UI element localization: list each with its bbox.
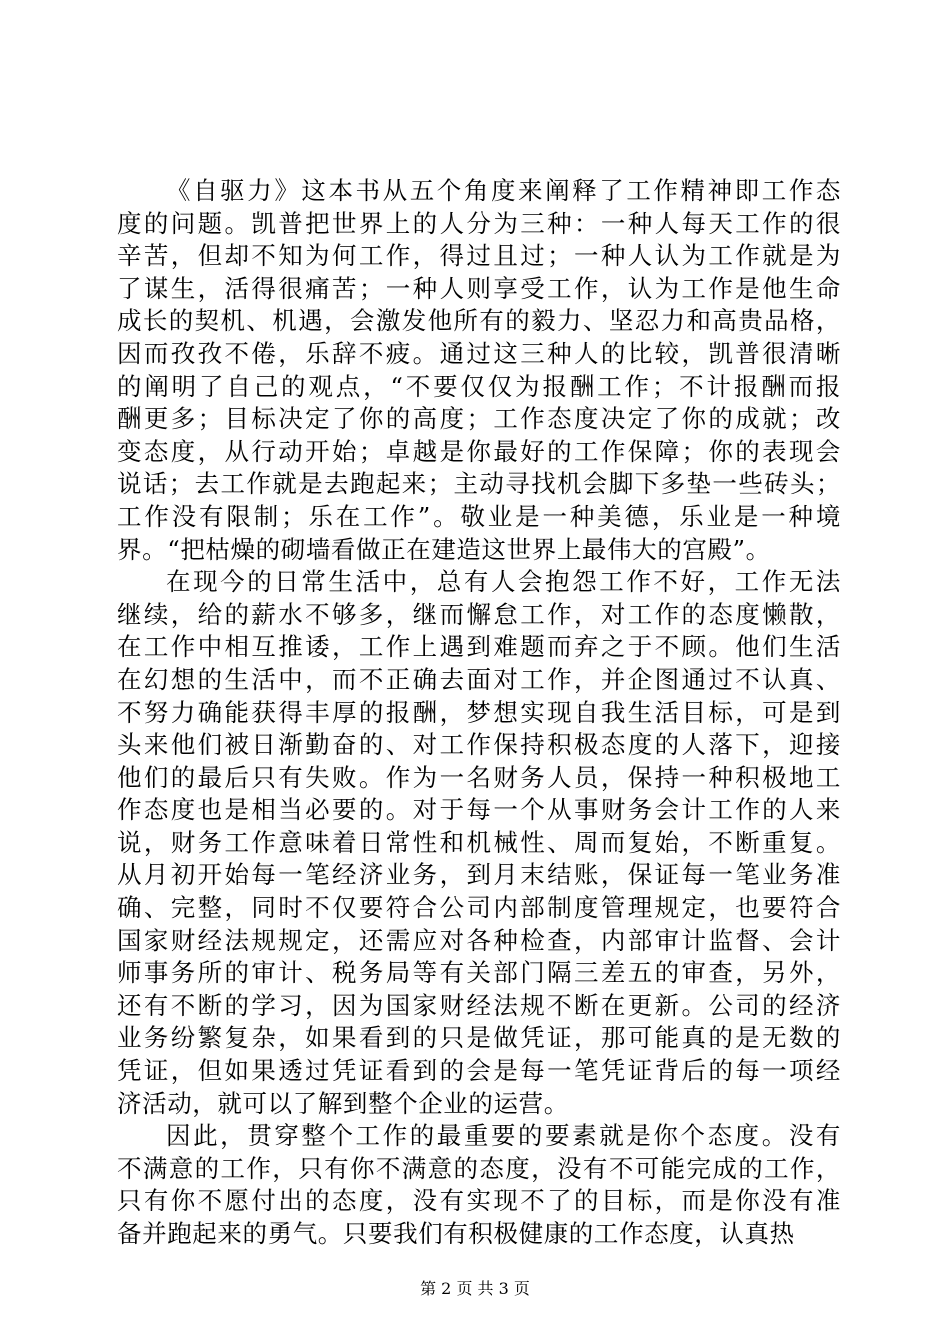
text-line: 从月初开始每一笔经济业务，到月末结账，保证每一笔业务准	[117, 860, 841, 890]
text-line: 界。“把枯燥的砌墙看做正在建造这世界上最伟大的宫殿”。	[117, 534, 771, 564]
text-line: 还有不断的学习，因为国家财经法规不断在更新。公司的经济	[117, 990, 841, 1020]
text-line: 在工作中相互推诿，工作上遇到难题而弃之于不顾。他们生活	[117, 632, 841, 662]
text-line: 工作没有限制；乐在工作”。敬业是一种美德，乐业是一种境	[117, 501, 841, 531]
text-line: 他们的最后只有失败。作为一名财务人员，保持一种积极地工	[117, 762, 841, 792]
paragraph	[117, 566, 841, 1120]
text-line: 说话；去工作就是去跑起来；主动寻找机会脚下多垫一些砖头；	[117, 469, 841, 499]
text-line: 国家财经法规规定，还需应对各种检查，内部审计监督、会计	[117, 925, 841, 955]
text-line: 《自驱力》这本书从五个角度来阐释了工作精神即工作态	[166, 176, 841, 205]
paragraph	[117, 175, 841, 566]
text-line: 凭证，但如果透过凭证看到的会是每一笔凭证背后的每一项经	[117, 1056, 841, 1086]
text-line: 备并跑起来的勇气。只要我们有积极健康的工作态度，认真热	[117, 1219, 795, 1248]
text-line: 不满意的工作，只有你不满意的态度，没有不可能完成的工作，	[117, 1153, 841, 1183]
text-line: 师事务所的审计、税务局等有关部门隔三差五的审查，另外，	[117, 958, 841, 988]
document-body	[117, 175, 841, 1251]
text-line: 酬更多；目标决定了你的高度；工作态度决定了你的成就；改	[117, 404, 841, 434]
text-line: 的阐明了自己的观点，“不要仅仅为报酬工作；不计报酬而报	[117, 371, 841, 401]
text-line: 头来他们被日渐勤奋的、对工作保持积极态度的人落下，迎接	[117, 730, 841, 760]
text-line: 作态度也是相当必要的。对于每一个从事财务会计工作的人来	[117, 795, 841, 825]
text-line: 辛苦，但却不知为何工作，得过且过；一种人认为工作就是为	[117, 241, 841, 271]
text-line: 业务纷繁复杂，如果看到的只是做凭证，那可能真的是无数的	[117, 1023, 841, 1053]
text-line: 因而孜孜不倦，乐辞不疲。通过这三种人的比较，凯普很清晰	[117, 338, 841, 368]
text-line: 了谋生，活得很痛苦；一种人则享受工作，认为工作是他生命	[117, 273, 841, 303]
paragraph	[117, 1120, 841, 1250]
text-line: 在现今的日常生活中，总有人会抱怨工作不好，工作无法	[166, 567, 841, 597]
page-footer: 第 2 页 共 3 页	[420, 1279, 530, 1298]
text-line: 说，财务工作意味着日常性和机械性、周而复始，不断重复。	[117, 827, 841, 857]
text-line: 继续，给的薪水不够多，继而懈怠工作，对工作的态度懒散，	[117, 599, 841, 629]
text-line: 成长的契机、机遇，会激发他所有的毅力、坚忍力和高贵品格，	[117, 306, 841, 336]
text-line: 确、完整，同时不仅要符合公司内部制度管理规定，也要符合	[117, 893, 841, 923]
text-line: 不努力确能获得丰厚的报酬，梦想实现自我生活目标，可是到	[117, 697, 841, 727]
text-line: 因此，贯穿整个工作的最重要的要素就是你个态度。没有	[166, 1121, 841, 1151]
text-line: 变态度，从行动开始；卓越是你最好的工作保障；你的表现会	[117, 436, 841, 466]
text-line: 度的问题。凯普把世界上的人分为三种：一种人每天工作的很	[117, 208, 841, 238]
text-line: 济活动，就可以了解到整个企业的运营。	[117, 1088, 569, 1118]
text-line: 在幻想的生活中，而不正确去面对工作，并企图通过不认真、	[117, 664, 841, 694]
text-line: 只有你不愿付出的态度，没有实现不了的目标，而是你没有准	[117, 1186, 841, 1216]
